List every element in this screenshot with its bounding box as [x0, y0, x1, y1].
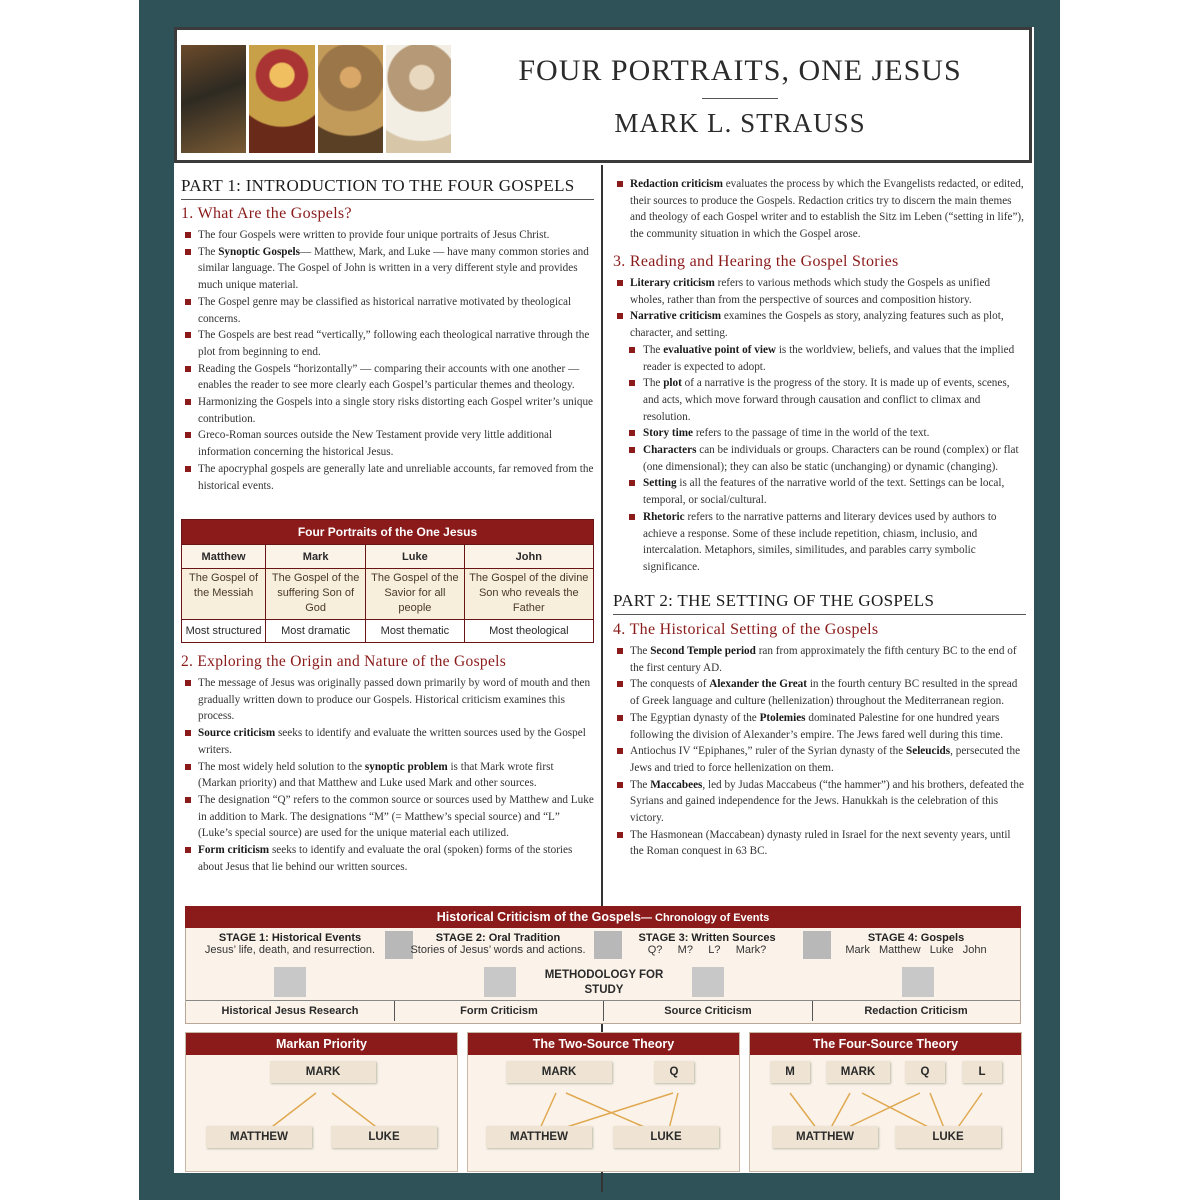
list-item: Reading the Gospels “horizontally” — comparing their accounts with one another — enables the reader to see more clearly each Gospel’s particular themes and theology.: [181, 361, 594, 394]
list-item: Greco-Roman sources outside the New Testament provide very little additional information concerning the historical Jesus.: [181, 427, 594, 460]
table-cell: Most dramatic: [266, 620, 366, 643]
method-label: Historical Jesus Research: [186, 1001, 395, 1021]
table-cell: The Gospel of the Savior for all people: [366, 569, 464, 620]
section1-list: [181, 227, 594, 494]
section3-list: [613, 275, 1026, 576]
table-header: Luke: [366, 545, 464, 569]
list-item: Literary criticism refers to various methods which study the Gospels as unified wholes, rather than from the perspective of sources and composition history.: [613, 275, 1026, 308]
list-item: Redaction criticism evaluates the process by which the Evangelists redacted, or edited, their sources to produce the Gospels. Redaction critics try to discern the main themes and theology of each Gospel writer and to establish the Sitz im Leben (“setting in life”), the community situation in which the Gospel arose.: [613, 176, 1026, 243]
source-node: MARK: [506, 1061, 612, 1083]
section4-list: [613, 643, 1026, 860]
diagram-title: The Four-Source Theory: [750, 1033, 1021, 1055]
list-item: Form criticism seeks to identify and evaluate the oral (spoken) forms of the stories about Jesus that lie behind our written sources.: [181, 842, 594, 875]
section3-heading: 3. Reading and Hearing the Gospel Stories: [613, 253, 899, 270]
arrows: [186, 1033, 459, 1173]
table-cell: The Gospel of the Messiah: [182, 569, 266, 620]
method-label: Redaction Criticism: [864, 1005, 968, 1017]
table-cell: The Gospel of the suffering Son of God: [266, 569, 366, 620]
list-item: Setting is all the features of the narrative world of the text. Settings can be local, temporal, or social/cultural.: [613, 475, 1026, 508]
list-item: The plot of a narrative is the progress of the story. It is made up of events, scenes, and acts, which move forward through causation and conflict to climax and resolution.: [613, 375, 1026, 425]
arrow-marker-icon: [902, 967, 934, 997]
redaction-list: [613, 176, 1026, 243]
list-item: Rhetoric refers to the narrative patterns and literary devices used by authors to achieve a response. Some of these include repetition, chiasm, inclusio, and intercalation. Metaphors, similes, similitudes, and parables carry symbolic significance.: [613, 509, 1026, 576]
list-item: The four Gospels were written to provide four unique portraits of Jesus Christ.: [181, 227, 594, 244]
portraits-banner-image: [181, 45, 451, 153]
chronology-title: Historical Criticism of the Gospels— Chronology of Events: [185, 906, 1021, 928]
gospel-node: LUKE: [331, 1126, 437, 1148]
portrait-image: [181, 45, 246, 153]
list-item: The Egyptian dynasty of the Ptolemies dominated Palestine for one hundred years following the division of Alexander’s empire. The Jews fared well during this time.: [613, 710, 1026, 743]
list-item: The Gospel genre may be classified as historical narrative motivated by theological concerns.: [181, 294, 594, 327]
markan-priority-diagram: [185, 1032, 458, 1172]
arrows: [468, 1033, 741, 1173]
portrait-image: [386, 45, 451, 153]
gospel-node: LUKE: [613, 1126, 719, 1148]
list-item: Characters can be individuals or groups. Characters can be round (complex) or flat (one dimensional); they can also be static (unchanging) or dynamic (changing).: [613, 442, 1026, 475]
list-item: Source criticism seeks to identify and evaluate the written sources used by the Gospel writers.: [181, 725, 594, 758]
narrative-sublist: [613, 342, 1026, 576]
list-item: The Second Temple period ran from approximately the fifth century BC to the end of the first century AD.: [613, 643, 1026, 676]
diagram-title: Markan Priority: [186, 1033, 457, 1055]
stage-3: STAGE 3: Written Sources Q? M? L? Mark?: [638, 932, 776, 956]
gospel-node: MATTHEW: [486, 1126, 592, 1148]
title-divider: [702, 98, 778, 99]
arrow-marker-icon: [274, 967, 306, 997]
portrait-image: [318, 45, 383, 153]
arrow-marker-icon: [484, 967, 516, 997]
gospel-node: MATTHEW: [772, 1126, 878, 1148]
method-label: Form Criticism: [395, 1001, 604, 1021]
table-caption: Four Portraits of the One Jesus: [182, 520, 594, 545]
table-cell: The Gospel of the divine Son who reveals the Father: [464, 569, 593, 620]
four-portraits-table: [181, 519, 594, 643]
list-item: The Synoptic Gospels— Matthew, Mark, and Luke — have many common stories and similar language. The Gospel of John is written in a very different style and provides much unique material.: [181, 244, 594, 294]
source-node: MARK: [270, 1061, 376, 1083]
table-header: Mark: [266, 545, 366, 569]
source-node: Q: [654, 1061, 694, 1083]
list-item: The designation “Q” refers to the common source or sources used by Matthew and Luke in addition to Mark. The designations “M” (= Matthew’s special source) and “L” (Luke’s special source) are used for the unique material each utilized.: [181, 792, 594, 842]
section1-heading: 1. What Are the Gospels?: [181, 205, 352, 222]
part2-heading: PART 2: THE SETTING OF THE GOSPELS: [613, 591, 1026, 615]
list-item: Antiochus IV “Epiphanes,” ruler of the Syrian dynasty of the Seleucids, persecuted the Jews and tried to force hellenization on them.: [613, 743, 1026, 776]
list-item: The Hasmonean (Maccabean) dynasty ruled in Israel for the next seventy years, until the Roman conquest in 63 BC.: [613, 827, 1026, 860]
methodology-label: METHODOLOGY FOR STUDY: [544, 969, 664, 996]
two-source-diagram: [467, 1032, 740, 1172]
table-cell: Most thematic: [366, 620, 464, 643]
portrait-image: [249, 45, 314, 153]
stage-1: STAGE 1: Historical Events Jesus’ life, death, and resurrection.: [204, 932, 376, 956]
stage-4: STAGE 4: Gospels Mark Matthew Luke John: [845, 932, 987, 956]
section4-heading: 4. The Historical Setting of the Gospels: [613, 621, 879, 638]
arrow-marker-icon: [692, 967, 724, 997]
arrows: [750, 1033, 1023, 1173]
diagram-title: The Two-Source Theory: [468, 1033, 739, 1055]
list-item: Harmonizing the Gospels into a single story risks distorting each Gospel writer’s unique contribution.: [181, 394, 594, 427]
list-item: Story time refers to the passage of time in the world of the text.: [613, 425, 1026, 442]
author-name: MARK L. STRAUSS: [614, 108, 866, 138]
list-item: The Gospels are best read “vertically,” following each theological narrative through the plot from beginning to end.: [181, 327, 594, 360]
table-header: John: [464, 545, 593, 569]
list-item: Narrative criticism examines the Gospels as story, analyzing features such as plot, character, and setting. The evaluative point of view is the worldview, beliefs, and values that the implied reader is expected to adopt. The plot of a narrative is the progress of the story. It is made up of events, scenes, and acts, which move forward through causation and conflict to climax and resolution. Story time refers to the passage of time in the world of the text. Characters can be individuals or groups. Characters can be round (complex) or flat (one dimensional); they can also be static (unchanging) or dynamic (changing). Setting is all the features of the narrative world of the text. Settings can be local, temporal, or social/cultural. Rhetoric refers to the narrative patterns and literary devices used by authors to achieve a response. Some of these include repetition, chiasm, inclusio, and intercalation. Metaphors, similes, similitudes, and parables carry symbolic significance.: [613, 308, 1026, 575]
list-item: The conquests of Alexander the Great in the fourth century BC resulted in the spread of Greek language and culture (hellenization) throughout the Mediterranean region.: [613, 676, 1026, 709]
gospel-node: MATTHEW: [206, 1126, 312, 1148]
table-cell: Most theological: [464, 620, 593, 643]
four-source-diagram: [749, 1032, 1022, 1172]
list-item: The message of Jesus was originally passed down primarily by word of mouth and then gradually written down to produce our Gospels. Historical criticism examines this process.: [181, 675, 594, 725]
list-item: The Maccabees, led by Judas Maccabeus (“the hammer”) and his brothers, defeated the Syrians and gained independence for the Jews. Hanukkah is the celebration of this victory.: [613, 777, 1026, 827]
table-header: Matthew: [182, 545, 266, 569]
list-item: The most widely held solution to the synoptic problem is that Mark wrote first (Markan priority) and that Matthew and Luke used Mark and other sources.: [181, 759, 594, 792]
section2-heading: 2. Exploring the Origin and Nature of the Gospels: [181, 653, 507, 670]
source-node: M: [770, 1061, 810, 1083]
list-item: The evaluative point of view is the worldview, beliefs, and values that the implied reader is expected to adopt.: [613, 342, 1026, 375]
section2-list: [181, 675, 594, 875]
source-node: MARK: [826, 1061, 890, 1083]
list-item: The apocryphal gospels are generally late and unreliable accounts, far removed from the historical events.: [181, 461, 594, 494]
part1-heading: PART 1: INTRODUCTION TO THE FOUR GOSPELS: [181, 176, 594, 200]
gospel-node: LUKE: [895, 1126, 1001, 1148]
method-label: Source Criticism: [604, 1001, 813, 1021]
stage-2: STAGE 2: Oral Tradition Stories of Jesus’ words and actions.: [410, 932, 586, 956]
source-node: L: [962, 1061, 1002, 1083]
table-cell: Most structured: [182, 620, 266, 643]
source-node: Q: [905, 1061, 945, 1083]
page-title: FOUR PORTRAITS, ONE JESUS: [518, 54, 962, 87]
